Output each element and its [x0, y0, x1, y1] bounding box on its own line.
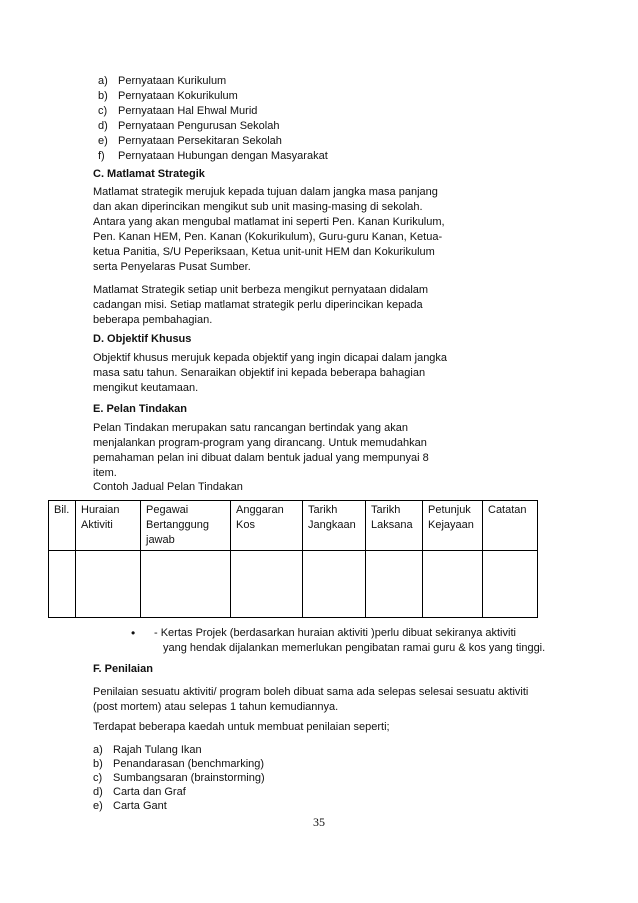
list-item: f) Pernyataan Hubungan dengan Masyarakat [98, 150, 328, 162]
section-c-heading: C. Matlamat Strategik [93, 168, 205, 180]
paragraph-line: pemahaman pelan ini dibuat dalam bentuk jadual yang mempunyai 8 [93, 452, 429, 464]
table-cell [423, 551, 483, 618]
table-cell [49, 551, 76, 618]
paragraph-line: Pelan Tindakan merupakan satu rancangan bertindak yang akan [93, 422, 408, 434]
column-header-tarikh-laksana: Tarikh Laksana [366, 501, 423, 551]
paragraph-line: Penilaian sesuatu aktiviti/ program boleh dibuat sama ada selepas selesai sesuatu aktiviti [93, 686, 529, 698]
column-header-anggaran-kos: Anggaran Kos [231, 501, 303, 551]
table-cell [141, 551, 231, 618]
list-item: d) Pernyataan Pengurusan Sekolah [98, 120, 280, 132]
bullet-dot-icon: • [131, 626, 136, 640]
paragraph-line: item. [93, 467, 117, 479]
table-cell [366, 551, 423, 618]
paragraph-line: Matlamat Strategik setiap unit berbeza mengikut pernyataan didalam [93, 284, 429, 296]
bullet-note-line: - Kertas Projek (berdasarkan huraian aktiviti )perlu dibuat sekiranya aktiviti [154, 627, 516, 639]
list-item: a) Rajah Tulang Ikan [93, 744, 202, 756]
paragraph-line: Matlamat strategik merujuk kepada tujuan dalam jangka masa panjang [93, 186, 438, 198]
action-plan-table [48, 500, 538, 618]
section-e-heading: E. Pelan Tindakan [93, 403, 187, 415]
paragraph-line: (post mortem) atau selepas 1 tahun kemudiannya. [93, 701, 339, 713]
column-header-bil: Bil. [49, 501, 76, 551]
paragraph-line: menjalankan program-program yang dirancang. Untuk memudahkan [93, 437, 427, 449]
table-caption: Contoh Jadual Pelan Tindakan [93, 481, 243, 493]
list-item: c) Pernyataan Hal Ehwal Murid [98, 105, 258, 117]
bullet-note-line: yang hendak dijalankan memerlukan pengibatan ramai guru & kos yang tinggi. [163, 642, 546, 654]
section-f-paragraph-2: Terdapat beberapa kaedah untuk membuat penilaian seperti; [93, 721, 390, 733]
table-row [49, 551, 538, 618]
paragraph-line: Antara yang akan mengubal matlamat ini seperti Pen. Kanan Kurikulum, [93, 216, 445, 228]
paragraph-line: beberapa pembahagian. [93, 314, 213, 326]
table-cell [483, 551, 538, 618]
section-d-heading: D. Objektif Khusus [93, 333, 192, 345]
paragraph-line: Objektif khusus merujuk kepada objektif yang ingin dicapai dalam jangka [93, 352, 448, 364]
paragraph-line: ketua Panitia, S/U Peperiksaan, Ketua unit-unit HEM dan Kokurikulum [93, 246, 435, 258]
table-header-row [49, 501, 538, 551]
paragraph-line: mengikut keutamaan. [93, 382, 199, 394]
list-item: a) Pernyataan Kurikulum [98, 75, 227, 87]
paragraph-line: dan akan diperincikan mengikut sub unit masing-masing di sekolah. [93, 201, 423, 213]
table-cell [303, 551, 366, 618]
table-cell [231, 551, 303, 618]
paragraph-line: serta Penyelaras Pusat Sumber. [93, 261, 251, 273]
table-cell [76, 551, 141, 618]
page-number: 35 [313, 815, 325, 829]
column-header-petunjuk-kejayaan: Petunjuk Kejayaan [423, 501, 483, 551]
paragraph-line: cadangan misi. Setiap matlamat strategik perlu diperincikan kepada [93, 299, 423, 311]
list-item: e) Carta Gant [93, 800, 167, 812]
paragraph-line: masa satu tahun. Senaraikan objektif ini kepada beberapa bahagian [93, 367, 426, 379]
list-item: b) Penandarasan (benchmarking) [93, 758, 265, 770]
paragraph-line: Pen. Kanan HEM, Pen. Kanan (Kokurikulum), Guru-guru Kanan, Ketua- [93, 231, 443, 243]
column-header-huraian-aktiviti: Huraian Aktiviti [76, 501, 141, 551]
list-item: d) Carta dan Graf [93, 786, 186, 798]
column-header-catatan: Catatan [483, 501, 538, 551]
section-f-heading: F. Penilaian [93, 663, 153, 675]
list-item: b) Pernyataan Kokurikulum [98, 90, 238, 102]
column-header-tarikh-jangkaan: Tarikh Jangkaan [303, 501, 366, 551]
list-item: e) Pernyataan Persekitaran Sekolah [98, 135, 282, 147]
column-header-pegawai: Pegawai Bertanggung jawab [141, 501, 231, 551]
list-item: c) Sumbangsaran (brainstorming) [93, 772, 265, 784]
